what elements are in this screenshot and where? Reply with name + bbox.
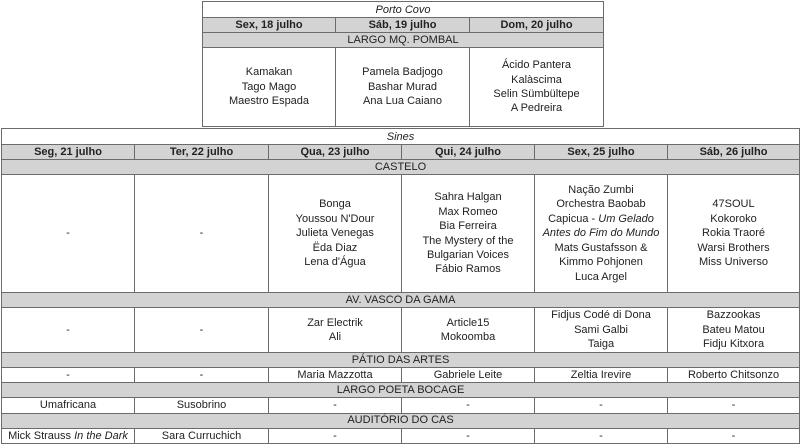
- artist: Mats Gustafsson &: [554, 241, 648, 254]
- artist: Tago Mago: [241, 80, 297, 93]
- artist: Max Romeo: [438, 205, 498, 218]
- artist-cell: [2, 428, 135, 443]
- artist: Taiga: [587, 338, 615, 351]
- artist: Fidju Kitxora: [702, 338, 765, 351]
- artist-cell: [2, 175, 135, 293]
- artist: Fidjus Codé di Dona: [551, 309, 651, 322]
- artist: Miss Universo: [698, 256, 769, 269]
- day-header: Sex, 18 julho: [203, 18, 336, 33]
- artist-cell: [203, 48, 336, 127]
- venue-header: AV. VASCO DA GAMA: [2, 293, 800, 308]
- artist: Selin Sümbültepe: [493, 88, 580, 100]
- venue-header: AUDITÓRIO DO CAS: [2, 413, 800, 428]
- artist: Sahra Halgan: [434, 191, 502, 204]
- artist: Pamela Badjogo: [362, 66, 443, 79]
- artist-cell: -: [668, 398, 800, 413]
- artist: Luca Argel: [575, 270, 627, 283]
- artist: Antes do Fim do Mundo: [542, 227, 660, 240]
- artist-cell: [470, 48, 604, 127]
- artist: Bazzookas: [706, 309, 761, 322]
- artist-cell: -: [2, 368, 135, 383]
- day-header: Seg, 21 julho: [2, 145, 135, 160]
- location-title: Sines: [2, 129, 800, 145]
- artist: [535, 212, 667, 226]
- artist: A Pedreira: [510, 102, 563, 115]
- artist-cell: Sara Curruchich: [135, 428, 269, 443]
- day-header: Qui, 24 julho: [402, 145, 535, 160]
- artist-cell: -: [269, 398, 402, 413]
- artist: Fábio Ramos: [435, 263, 501, 276]
- artist: Nação Zumbi: [568, 184, 634, 197]
- artist: Youssou N'Dour: [295, 212, 375, 225]
- artist: Maestro Espada: [228, 95, 310, 108]
- artist: The Mystery of the: [422, 234, 514, 247]
- artist: Ácido Pantera: [501, 59, 572, 72]
- day-header: Dom, 20 julho: [470, 18, 604, 33]
- artist-cell: Susobrino: [135, 398, 269, 413]
- artist-cell: [668, 175, 800, 293]
- artist-cell: -: [135, 368, 269, 383]
- artist: Article15: [446, 316, 490, 329]
- artist: Kalàscima: [511, 73, 562, 86]
- venue-header: PÁTIO DAS ARTES: [2, 353, 800, 368]
- artist-cell: [135, 308, 269, 353]
- artist-cell: [269, 308, 402, 353]
- artist-cell: -: [535, 428, 668, 443]
- artist: Rokia Traoré: [702, 227, 765, 240]
- porto-covo-table: [202, 1, 604, 127]
- artist-cell: Gabriele Leite: [402, 368, 535, 383]
- artist: Ana Lua Caiano: [363, 95, 442, 108]
- artist: -: [66, 323, 70, 336]
- artist-cell: [668, 308, 800, 353]
- artist-cell: -: [535, 398, 668, 413]
- artist-part: Um Gelado: [598, 212, 654, 225]
- artist: Mokoomba: [440, 331, 496, 343]
- day-header: Sex, 25 julho: [535, 145, 668, 160]
- artist-cell: -: [402, 398, 535, 413]
- day-header: Ter, 22 julho: [135, 145, 269, 160]
- venue-header: LARGO MQ. POMBAL: [203, 33, 604, 48]
- artist: Kokoroko: [710, 212, 757, 225]
- artist: Zar Electrik: [307, 316, 363, 329]
- artist: Bateu Matou: [702, 323, 765, 336]
- artist: Sami Galbi: [574, 323, 628, 336]
- artist-cell: [535, 308, 668, 353]
- artist-cell: [535, 175, 668, 293]
- artist-cell: Maria Mazzotta: [269, 368, 402, 383]
- artist-part: Capicua -: [548, 212, 599, 225]
- artist-cell: Zeltia Irevire: [535, 368, 668, 383]
- artist: -: [199, 323, 204, 336]
- artist-part: Mick Strauss: [8, 429, 75, 442]
- location-title: Porto Covo: [203, 2, 604, 18]
- artist-cell: -: [668, 428, 800, 443]
- artist: Julieta Venegas: [296, 227, 374, 240]
- artist: -: [199, 227, 204, 240]
- artist: Ali: [328, 331, 342, 343]
- artist-cell: [2, 308, 135, 353]
- artist-cell: Umafricana: [2, 398, 135, 413]
- artist: Bonga: [319, 198, 351, 211]
- venue-header: CASTELO: [2, 160, 800, 175]
- artist-cell: -: [269, 428, 402, 443]
- artist-cell: -: [402, 428, 535, 443]
- venue-header: LARGO POETA BOCAGE: [2, 383, 800, 398]
- day-header: Sáb, 26 julho: [668, 145, 800, 160]
- artist-cell: Roberto Chitsonzo: [668, 368, 800, 383]
- sines-table: [1, 128, 800, 444]
- artist-cell: [402, 308, 535, 353]
- artist: Orchestra Baobab: [556, 198, 646, 211]
- artist: Bia Ferreira: [439, 220, 497, 233]
- artist: Bulgarian Voices: [427, 248, 509, 261]
- artist: 47SOUL: [712, 198, 755, 211]
- artist: Ëda Diaz: [312, 241, 358, 254]
- artist-part: In the Dark: [74, 429, 128, 442]
- artist-cell: [402, 175, 535, 293]
- artist: Lena d'Água: [304, 256, 366, 269]
- artist: Warsi Brothers: [697, 241, 770, 254]
- day-header: Sáb, 19 julho: [336, 18, 470, 33]
- artist: Kamakan: [245, 66, 293, 79]
- day-header: Qua, 23 julho: [269, 145, 402, 160]
- artist: Kimmo Pohjonen: [559, 256, 643, 269]
- artist-cell: [135, 175, 269, 293]
- artist: -: [66, 227, 70, 240]
- artist-cell: [269, 175, 402, 293]
- artist: Bashar Murad: [367, 80, 438, 93]
- artist-cell: [336, 48, 470, 127]
